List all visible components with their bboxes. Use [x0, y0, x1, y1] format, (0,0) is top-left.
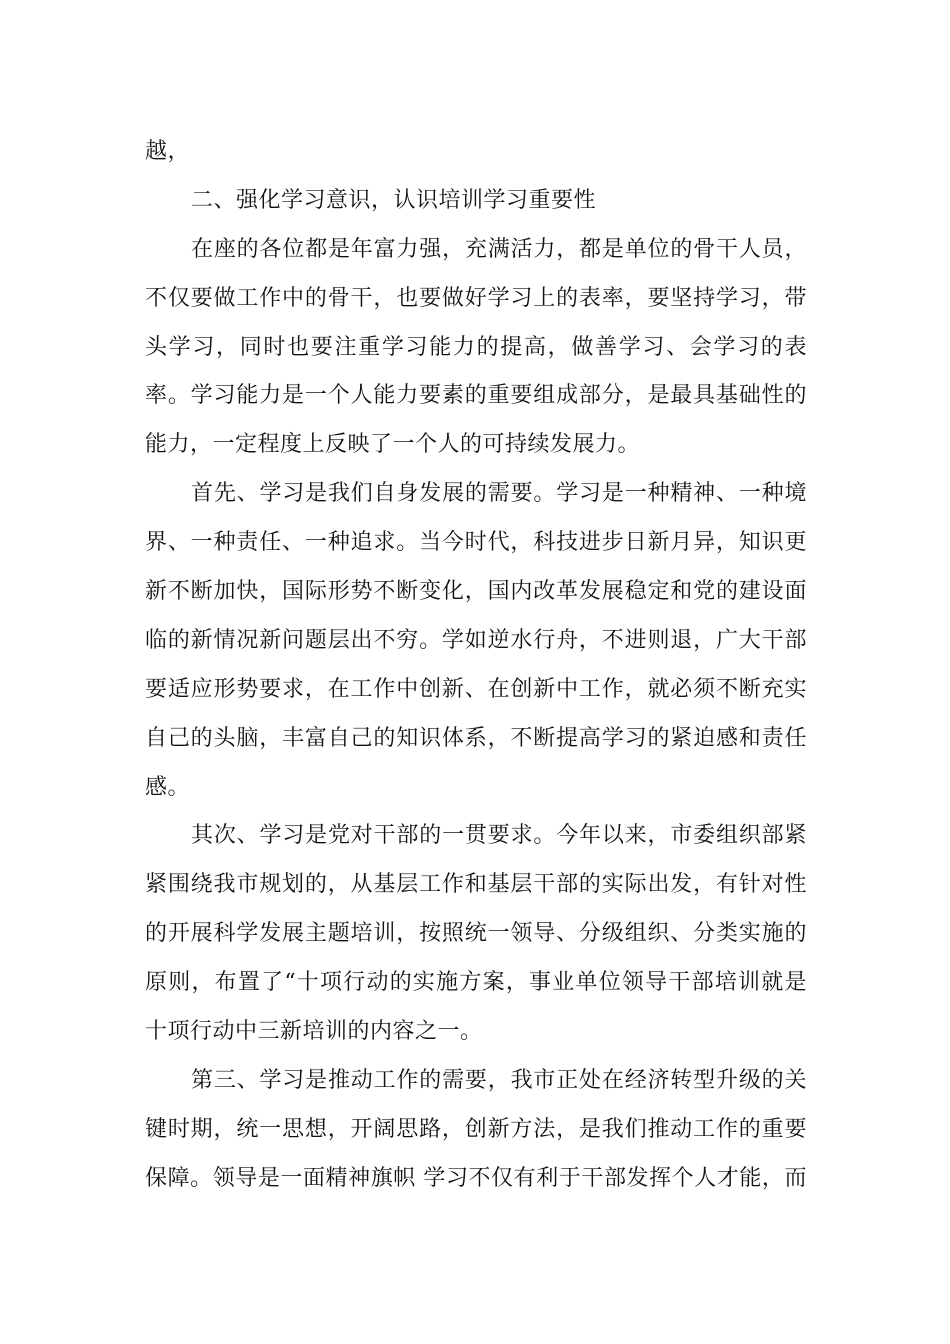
text-line: 的开展科学发展主题培训，按照统一领导、分级组织、分类实施的 [145, 921, 807, 947]
text-line: 不仅要做工作中的骨干，也要做好学习上的表率，要坚持学习，带 [145, 285, 807, 311]
text-line: 第三、学习是推动工作的需要，我市正处在经济转型升级的关 [191, 1067, 807, 1093]
text-line: 临的新情况新问题层出不穷。学如逆水行舟，不进则退，广大干部 [145, 627, 807, 653]
text-line: 首先、学习是我们自身发展的需要。学习是一种精神、一种境 [191, 481, 807, 507]
text-line: 自己的头脑，丰富自己的知识体系，不断提高学习的紧迫感和责任 [145, 725, 807, 751]
text-line: 头学习，同时也要注重学习能力的提高，做善学习、会学习的表 [145, 334, 807, 360]
text-line: 在座的各位都是年富力强，充满活力，都是单位的骨干人员， [191, 236, 807, 262]
text-line: 要适应形势要求，在工作中创新、在创新中工作，就必须不断充实 [145, 676, 807, 702]
text-line: 十项行动中三新培训的内容之一。 [145, 1019, 483, 1045]
text-line: 界、一种责任、一种追求。当今时代，科技进步日新月异，知识更 [145, 530, 807, 556]
text-line: 新不断加快，国际形势不断变化，国内改革发展稳定和党的建设面 [145, 579, 807, 605]
text-line: 越， [145, 139, 191, 164]
text-line: 原则，布置了“十项行动的实施方案，事业单位领导干部培训就是 [145, 970, 807, 996]
text-line: 感。 [145, 774, 191, 800]
text-line: 键时期，统一思想，开阔思路，创新方法，是我们推动工作的重要 [145, 1116, 807, 1142]
text-line: 能力，一定程度上反映了一个人的可持续发展力。 [145, 432, 641, 458]
text-line: 二、强化学习意识，认识培训学习重要性 [191, 187, 597, 213]
text-line: 率。学习能力是一个人能力要素的重要组成部分，是最具基础性的 [145, 383, 807, 409]
document-body [145, 128, 807, 1204]
text-line: 紧围绕我市规划的，从基层工作和基层干部的实际出发，有针对性 [145, 872, 807, 898]
text-line: 其次、学习是党对干部的一贯要求。今年以来，市委组织部紧 [191, 823, 807, 849]
text-line: 保障。领导是一面精神旗帜 学习不仅有利于干部发挥个人才能，而 [145, 1165, 807, 1191]
